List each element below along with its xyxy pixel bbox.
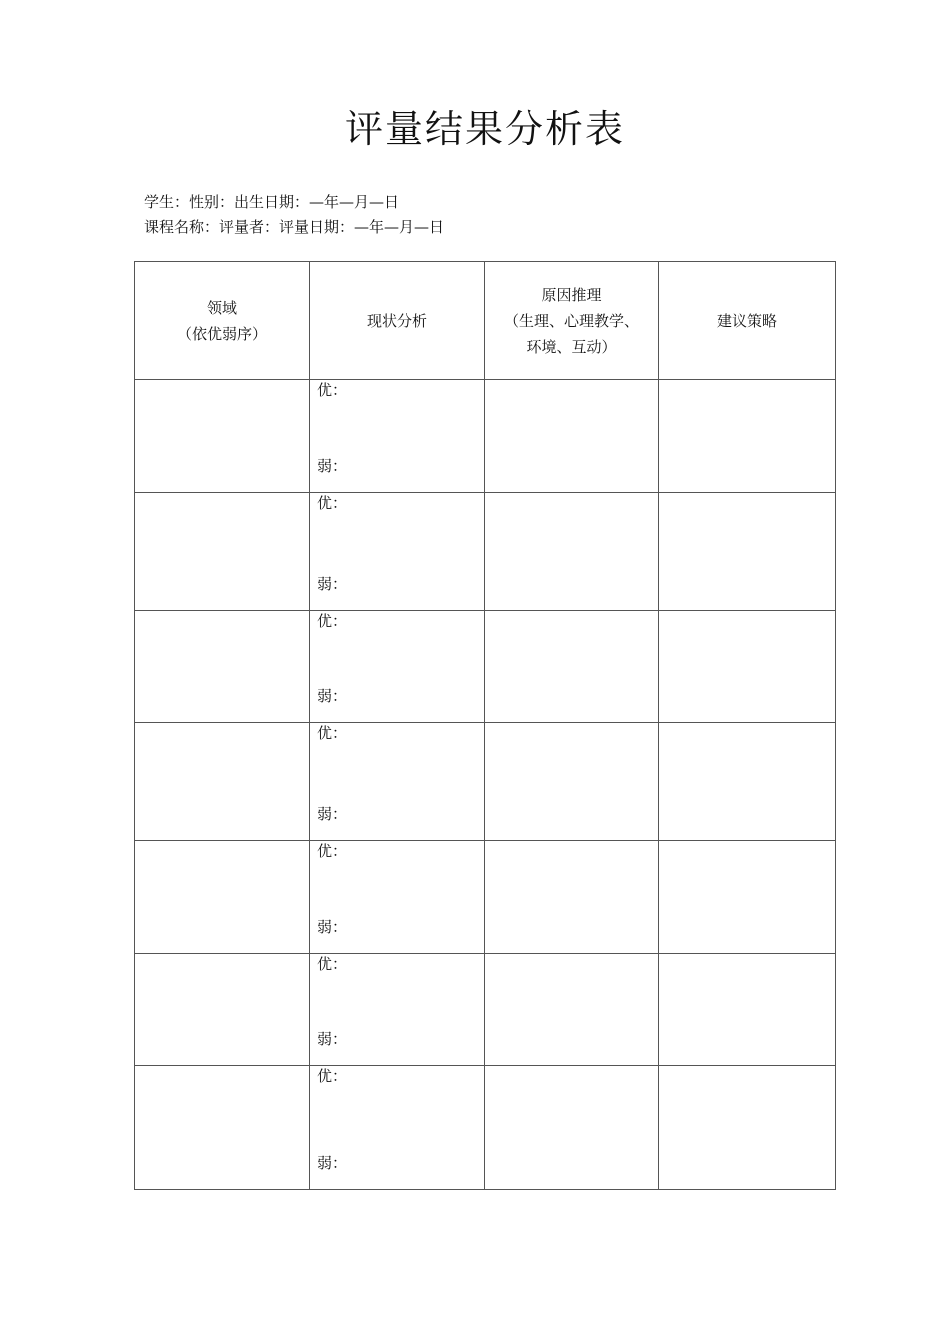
header-cause (485, 262, 659, 380)
strategy-cell[interactable] (659, 1066, 836, 1190)
domain-cell[interactable] (135, 1066, 310, 1190)
table-row (135, 841, 836, 954)
strategy-cell[interactable] (659, 954, 836, 1066)
weakness-label: 弱： (317, 687, 348, 705)
header-status (310, 262, 485, 380)
weakness-label: 弱： (317, 457, 348, 475)
table-row (135, 723, 836, 841)
table-header-row (135, 262, 836, 380)
header-strategy-title: 建议策略 (716, 311, 777, 330)
domain-cell[interactable] (135, 841, 310, 954)
weakness-label: 弱： (317, 575, 348, 593)
analysis-table (134, 261, 836, 1190)
weakness-label: 弱： (317, 805, 348, 823)
strength-label: 优： (317, 955, 348, 973)
cause-cell[interactable] (485, 611, 659, 723)
domain-cell[interactable] (135, 723, 310, 841)
table-row (135, 380, 836, 493)
strategy-cell[interactable] (659, 493, 836, 611)
domain-cell[interactable] (135, 611, 310, 723)
cause-cell[interactable] (485, 1066, 659, 1190)
status-cell[interactable] (310, 493, 485, 611)
strength-label: 优： (317, 381, 348, 399)
status-cell[interactable] (310, 1066, 485, 1190)
strength-label: 优： (317, 494, 348, 512)
domain-cell[interactable] (135, 493, 310, 611)
strategy-cell[interactable] (659, 380, 836, 493)
table-row (135, 954, 836, 1066)
status-cell[interactable] (310, 954, 485, 1066)
status-cell[interactable] (310, 841, 485, 954)
strength-label: 优： (317, 724, 348, 742)
header-domain (135, 262, 310, 380)
table-row (135, 611, 836, 723)
strategy-cell[interactable] (659, 611, 836, 723)
header-domain-title: 领域 (206, 298, 237, 317)
header-domain-subtitle: （依优弱序） (176, 324, 267, 343)
strategy-cell[interactable] (659, 723, 836, 841)
weakness-label: 弱： (317, 1154, 348, 1172)
strength-label: 优： (317, 1067, 348, 1085)
header-cause-subtitle-2: 环境、互动） (526, 337, 617, 356)
status-cell[interactable] (310, 611, 485, 723)
cause-cell[interactable] (485, 493, 659, 611)
status-cell[interactable] (310, 723, 485, 841)
header-cause-title: 原因推理 (541, 285, 602, 304)
strategy-cell[interactable] (659, 841, 836, 954)
table-row (135, 1066, 836, 1190)
weakness-label: 弱： (317, 1030, 348, 1048)
cause-cell[interactable] (485, 723, 659, 841)
cause-cell[interactable] (485, 841, 659, 954)
strength-label: 优： (317, 612, 348, 630)
domain-cell[interactable] (135, 954, 310, 1066)
cause-cell[interactable] (485, 954, 659, 1066)
weakness-label: 弱： (317, 918, 348, 936)
status-cell[interactable] (310, 380, 485, 493)
header-cause-subtitle-1: （生理、心理教学、 (503, 311, 639, 330)
header-status-title: 现状分析 (366, 311, 427, 330)
course-info-line: 课程名称：评量者：评量日期：—年—月—日 (144, 218, 445, 236)
header-strategy (659, 262, 836, 380)
domain-cell[interactable] (135, 380, 310, 493)
table-row (135, 493, 836, 611)
strength-label: 优： (317, 842, 348, 860)
cause-cell[interactable] (485, 380, 659, 493)
page-title: 评量结果分析表 (344, 107, 625, 151)
student-info-line: 学生：性别：出生日期：—年—月—日 (144, 193, 400, 211)
